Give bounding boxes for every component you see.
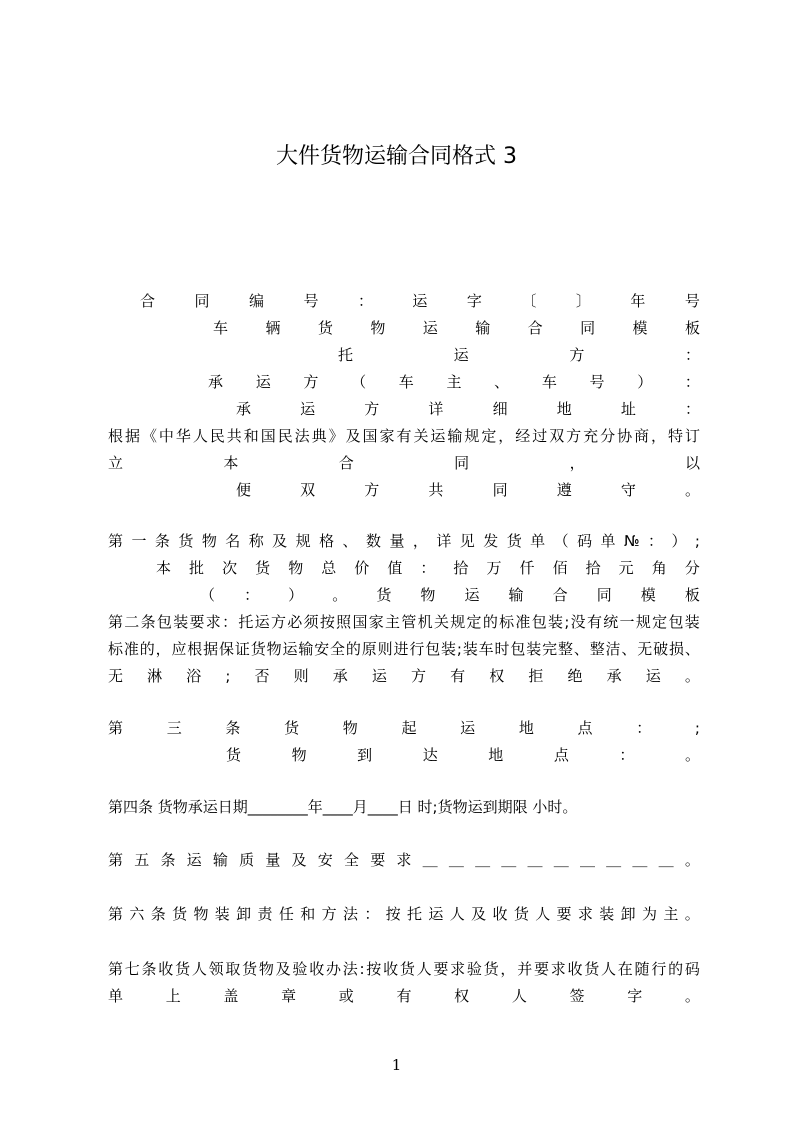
text-line: 合 同 编 号 ： 运 字 〔 〕 年 号: [140, 292, 700, 310]
text-line: 第 五 条 运 输 质 量 及 安 全 要 求 ＿ ＿ ＿ ＿ ＿ ＿ ＿ ＿ ＿ ＿ 。: [108, 851, 700, 869]
text-line: 车 辆 货 物 运 输 合 同 模 板: [213, 319, 700, 337]
document-title: 大件货物运输合同格式 3: [276, 144, 517, 169]
text-line: 无 淋 浴 ; 否 则 承 运 方 有 权 拒 绝 承 运 。: [108, 667, 700, 685]
text-line: 承 运 方 （ 车 主 、 车 号 ） ：: [208, 373, 700, 391]
text-line: 第四条 货物承运日期________年____月____日 时;货物运到期限 小时。: [108, 798, 578, 816]
text-line: 第 六 条 货 物 装 卸 责 任 和 方 法 ： 按 托 运 人 及 收 货 人 要 求 装 卸 为 主 。: [108, 905, 700, 923]
text-line: 单 上 盖 章 或 有 权 人 签 字 。: [108, 987, 700, 1005]
text-line: 标 准 的 ， 应 根 据 保 证 货 物 运 输 安 全 的 原 则 进 行 包 装 ; 装 车 时 包 装 完 整 、 整 洁 、 无 破 损 、: [108, 640, 700, 658]
text-line: 第 三 条 货 物 起 运 地 点 ： ;: [108, 719, 700, 737]
text-line: （ ： ） 。 货 物 运 输 合 同 模 板: [200, 586, 700, 604]
page-number: 1: [391, 1056, 402, 1074]
text-line: 第 七 条 收 货 人 领 取 货 物 及 验 收 办 法 : 按 收 货 人 要 求 验 货 ， 并 要 求 收 货 人 在 随 行 的 码: [108, 960, 700, 978]
text-line: 第 二 条 包 装 要 求 ： 托 运 方 必 须 按 照 国 家 主 管 机 关 规 定 的 标 准 包 装 ; 没 有 统 一 规 定 包 装: [108, 613, 700, 631]
text-line: 立 本 合 同 ， 以: [108, 454, 700, 472]
text-line: 便 双 方 共 同 遵 守 。: [236, 481, 700, 499]
text-line: 托 运 方 ：: [338, 346, 700, 364]
text-line: 根 据 《 中 华 人 民 共 和 国 民 法 典 》 及 国 家 有 关 运 输 规 定 ， 经 过 双 方 充 分 协 商 ， 特 订: [108, 427, 700, 445]
text-line: 第 一 条 货 物 名 称 及 规 格 、 数 量 ， 详 见 发 货 单 （ 码 单 № ： ） ;: [108, 532, 700, 550]
text-line: 货 物 到 达 地 点 ： 。: [226, 746, 700, 764]
text-line: 承 运 方 详 细 地 址 ：: [236, 400, 700, 418]
text-line: 本 批 次 货 物 总 价 值 ： 拾 万 仟 佰 拾 元 角 分: [156, 559, 700, 577]
